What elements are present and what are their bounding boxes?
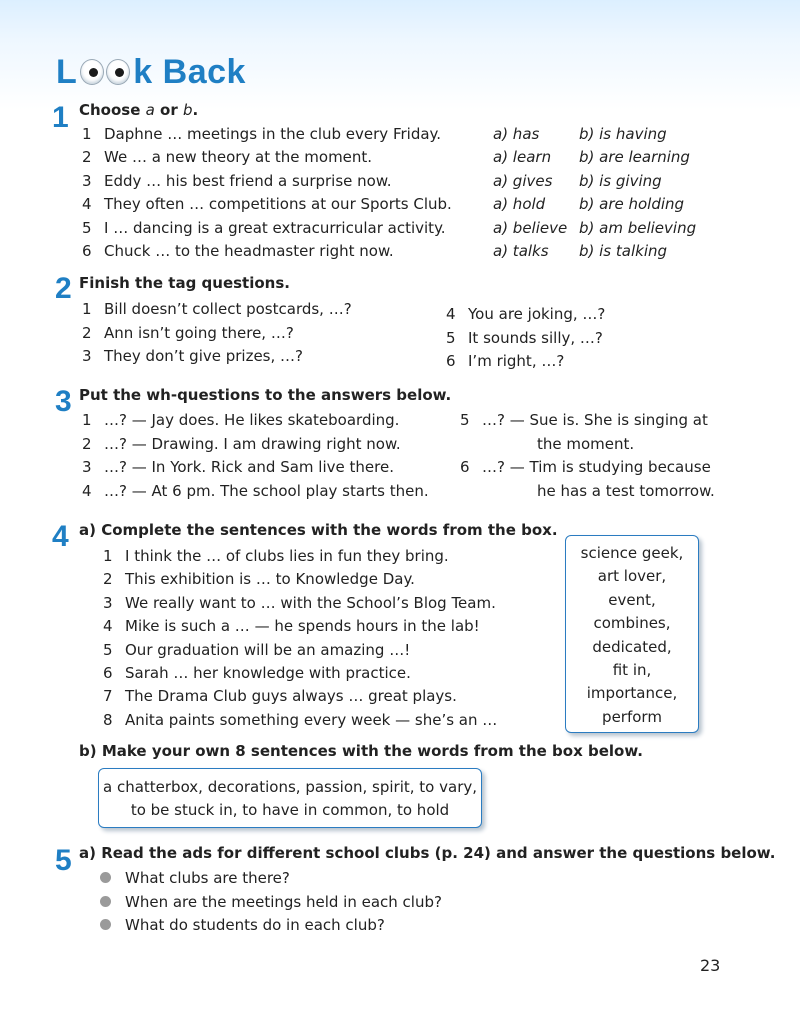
option-a: a) gives	[493, 171, 553, 190]
bullet-icon	[100, 872, 111, 883]
bullet-text: What clubs are there?	[125, 869, 290, 887]
item-number: 3	[103, 593, 113, 612]
item-number: 3	[82, 347, 92, 365]
exercise-item	[82, 324, 294, 342]
item-text: It sounds silly, …?	[468, 328, 603, 347]
left-eye-icon	[80, 59, 104, 85]
box-word: art lover,	[597, 567, 667, 586]
exercise-item	[82, 219, 446, 237]
exercise-item	[82, 300, 352, 318]
item-number: 3	[82, 458, 92, 476]
item-number: 5	[82, 218, 92, 237]
item-number: 4	[103, 617, 113, 636]
exercise-item	[446, 329, 603, 347]
item-text: We really want to … with the School’s Blog Team.	[125, 593, 496, 612]
exercise-item	[103, 547, 449, 565]
exercise-item	[82, 411, 399, 429]
option-a: a) has	[493, 125, 540, 143]
eyes-icon	[79, 59, 131, 85]
item-number: 6	[460, 458, 470, 476]
exercise-item	[103, 711, 497, 729]
section-number-5: 5	[55, 844, 72, 877]
section-4b-heading: b) Make your own 8 sentences with the words from the box below.	[79, 742, 643, 760]
exercise-item	[103, 687, 457, 705]
item-number: 6	[82, 242, 92, 260]
option-b: b) is having	[579, 125, 667, 143]
bullet-icon	[100, 919, 111, 930]
item-text: …? — In York. Rick and Sam live there.	[104, 458, 394, 476]
exercise-item	[103, 664, 411, 682]
bullet-icon	[100, 896, 111, 907]
item-number: 5	[103, 640, 113, 659]
item-number: 6	[103, 664, 113, 682]
item-text: I’m right, …?	[468, 352, 565, 370]
option-a: a) hold	[493, 195, 546, 214]
exercise-item	[82, 195, 452, 213]
exercise-item	[103, 641, 410, 659]
option-a: a) believe	[493, 218, 568, 237]
section-number-2: 2	[55, 272, 72, 305]
item-text: I think the … of clubs lies in fun they bring.	[125, 547, 449, 565]
item-text: Ann isn’t going there, …?	[104, 323, 294, 342]
title-letter-l: L	[56, 52, 78, 91]
box-word: dedicated,	[592, 637, 672, 656]
word-box-2	[98, 768, 482, 828]
option-b: b) am believing	[579, 218, 697, 237]
item-text: Sarah … her knowledge with practice.	[125, 664, 411, 682]
bullet-item	[100, 869, 290, 887]
option-b: b) are holding	[579, 195, 685, 214]
item-number: 4	[446, 305, 456, 323]
item-number: 1	[103, 547, 113, 565]
exercise-item	[103, 594, 496, 612]
item-text: You are joking, …?	[468, 305, 606, 323]
bullet-item	[100, 893, 442, 911]
option-b: b) are learning	[579, 148, 690, 167]
item-text: Bill doesn’t collect postcards, …?	[104, 300, 352, 318]
item-text: They don’t give prizes, …?	[104, 347, 303, 365]
section-2-heading: Finish the tag questions.	[79, 274, 290, 292]
section-number-4: 4	[52, 520, 69, 553]
option-a: a) learn	[493, 148, 552, 167]
section-number-3: 3	[55, 385, 72, 418]
title-rest: k Back	[133, 52, 246, 91]
exercise-item	[82, 172, 392, 190]
item-text: Our graduation will be an amazing …!	[125, 640, 411, 659]
exercise-item	[82, 435, 401, 453]
box-word: event,	[608, 590, 656, 609]
item-number: 2	[82, 323, 92, 342]
item-number: 6	[446, 352, 456, 370]
item-text: Eddy … his best friend a surprise now.	[104, 171, 392, 190]
item-number: 2	[82, 434, 92, 453]
box-line: to be stuck in, to have in common, to hold	[130, 801, 450, 819]
right-eye-icon	[106, 59, 130, 85]
box-word: importance,	[586, 684, 678, 703]
bullet-text: When are the meetings held in each club?	[125, 892, 442, 911]
item-text-continued: he has a test tomorrow.	[537, 481, 715, 500]
item-number: 2	[103, 570, 113, 589]
item-text: …? — Jay does. He likes skateboarding.	[104, 411, 400, 429]
item-text: Chuck … to the headmaster right now.	[104, 242, 394, 260]
item-number: 3	[82, 171, 92, 190]
item-number: 4	[82, 195, 92, 214]
item-number: 1	[82, 300, 92, 318]
section-1-heading: Choose a or b.	[79, 101, 199, 119]
item-number: 1	[82, 125, 92, 143]
section-4a-heading: a) Complete the sentences with the words from the box.	[79, 521, 558, 539]
section-3-heading: Put the wh-questions to the answers below.	[79, 386, 452, 404]
item-number: 1	[82, 411, 92, 429]
box-word: science geek,	[580, 544, 684, 562]
exercise-item	[446, 352, 564, 370]
box-word: combines,	[593, 614, 671, 633]
item-text: …? — Sue is. She is singing at	[482, 411, 708, 429]
box-line: a chatterbox, decorations, passion, spirit, to vary,	[102, 778, 478, 796]
box-word: perform	[602, 707, 662, 726]
exercise-item	[460, 458, 711, 476]
item-number: 5	[446, 328, 456, 347]
item-text: …? — Drawing. I am drawing right now.	[104, 434, 401, 453]
item-number: 5	[460, 411, 470, 429]
word-box	[565, 535, 699, 733]
exercise-item	[82, 347, 303, 365]
item-number: 2	[82, 148, 92, 167]
item-text: …? — Tim is studying because	[482, 458, 711, 476]
exercise-item	[446, 305, 605, 323]
item-text: Anita paints something every week — she’s an …	[125, 710, 498, 729]
exercise-item	[103, 617, 480, 635]
page-title	[56, 50, 246, 94]
item-text: This exhibition is … to Knowledge Day.	[125, 570, 415, 589]
section-5-heading: a) Read the ads for different school clubs (p. 24) and answer the questions below.	[79, 844, 776, 862]
item-text: Mike is such a … — he spends hours in the lab!	[125, 617, 480, 636]
bullet-text: What do students do in each club?	[125, 916, 385, 934]
exercise-item	[82, 148, 372, 166]
exercise-item	[82, 482, 429, 500]
option-b: b) is talking	[579, 242, 668, 260]
item-text: The Drama Club guys always … great plays.	[125, 687, 457, 706]
item-number: 4	[82, 481, 92, 500]
section-number-1: 1	[52, 101, 69, 134]
exercise-item	[460, 411, 708, 429]
item-text: They often … competitions at our Sports Club.	[104, 195, 452, 214]
exercise-item	[82, 125, 441, 143]
exercise-item	[82, 242, 394, 260]
item-text: …? — At 6 pm. The school play starts then.	[104, 481, 429, 500]
page-number: 23	[700, 956, 721, 975]
item-number: 7	[103, 687, 113, 706]
item-text-continued: the moment.	[537, 434, 635, 453]
item-text: Daphne … meetings in the club every Friday.	[104, 125, 442, 143]
box-word: fit in,	[612, 661, 652, 680]
exercise-item	[103, 570, 415, 588]
item-number: 8	[103, 710, 113, 729]
item-text: We … a new theory at the moment.	[104, 148, 373, 167]
exercise-item	[82, 458, 394, 476]
item-text: I … dancing is a great extracurricular activity.	[104, 218, 446, 237]
option-b: b) is giving	[579, 171, 662, 190]
option-a: a) talks	[493, 242, 549, 260]
bullet-item	[100, 916, 385, 934]
